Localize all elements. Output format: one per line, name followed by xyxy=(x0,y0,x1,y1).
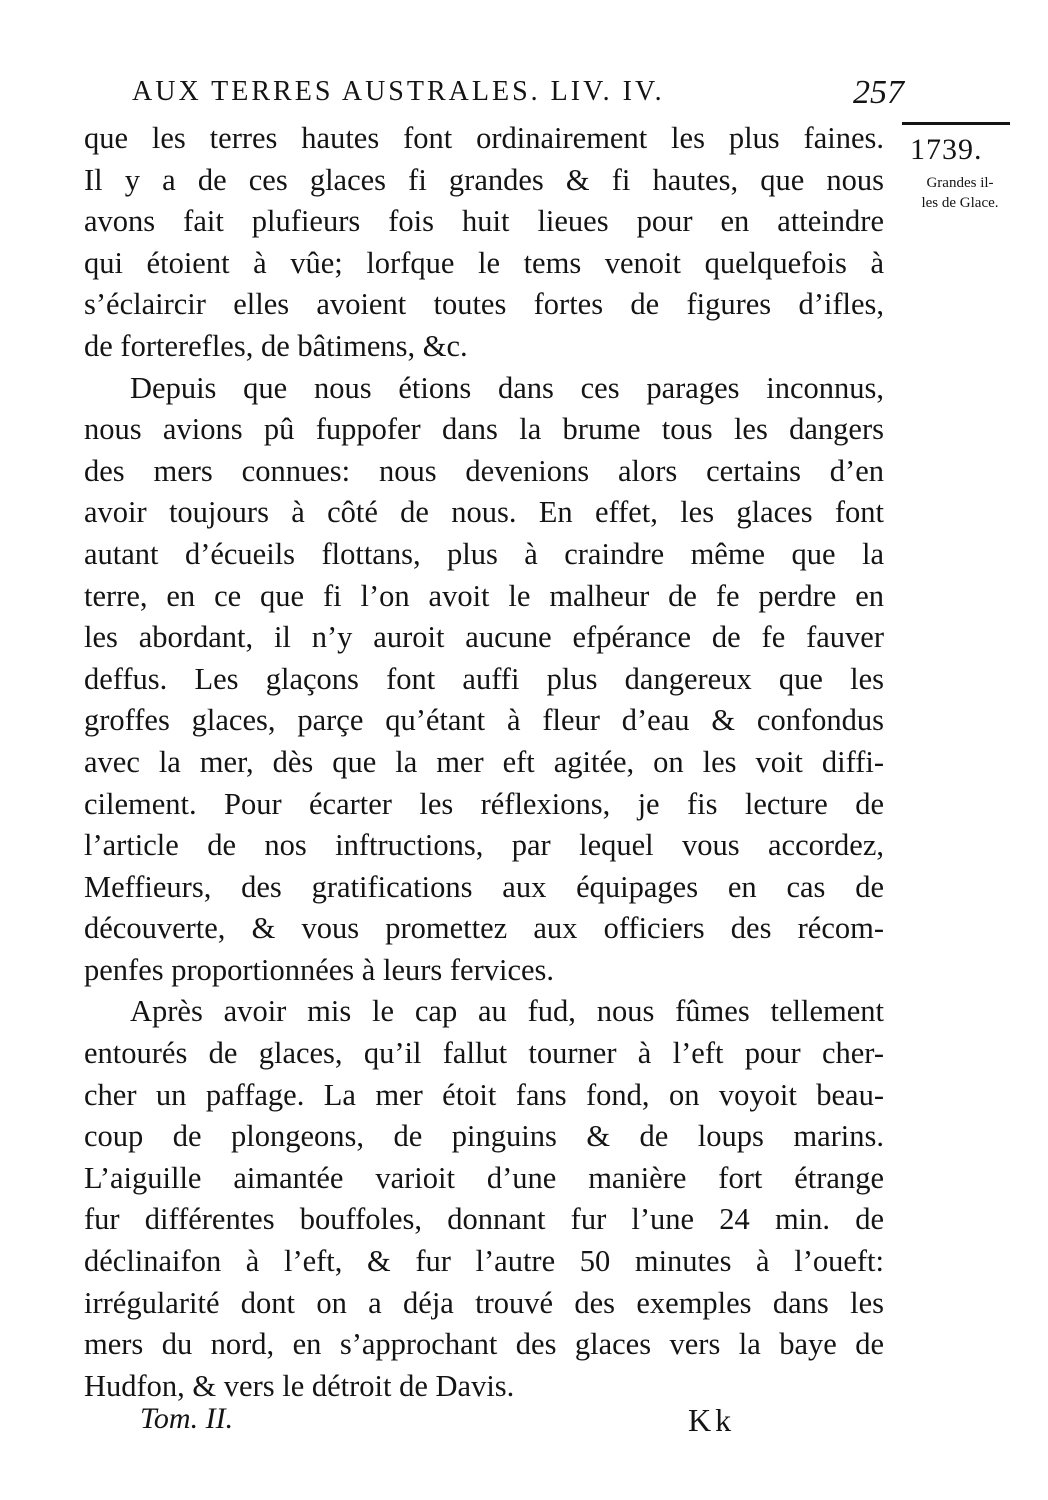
text-line: avoir toujours à côté de nous. En effet, les glaces font xyxy=(84,495,884,530)
paragraph xyxy=(84,368,884,992)
paragraph xyxy=(84,991,884,1407)
margin-note xyxy=(900,122,1020,213)
text-line: cilement. Pour écarter les réflexions, je fis lecture de xyxy=(84,786,884,821)
text-line: irrégularité dont on a déja trouvé des exemples dans les xyxy=(84,1285,884,1320)
text-line: groffes glaces, parçe qu’étant à fleur d’eau & confondus xyxy=(84,703,884,738)
text-line: l’article de nos inftructions, par lequel vous accordez, xyxy=(84,828,884,863)
text-line: que les terres hautes font ordinairement les plus faines. xyxy=(84,121,884,155)
text-line: les abordant, il n’y auroit aucune efpérance de fe fauver xyxy=(84,620,884,655)
signature-mark: Kk xyxy=(688,1402,736,1438)
text-line: coup de plongeons, de pinguins & de loups marins. xyxy=(84,1119,884,1154)
margin-label-line: les de Glace. xyxy=(921,195,999,211)
text-line: qui étoient à vûe; lorfque le tems venoit quelquefois à xyxy=(84,245,884,280)
text-line: fur différentes bouffoles, donnant fur l’une 24 min. de xyxy=(84,1202,884,1237)
text-line: mers du nord, en s’approchant des glaces vers la baye de xyxy=(84,1327,884,1362)
text-line: des mers connues: nous devenions alors certains d’en xyxy=(84,453,884,488)
text-line: Depuis que nous étions dans ces parages inconnus, xyxy=(130,370,884,405)
margin-label xyxy=(904,173,1016,213)
text-line: Après avoir mis le cap au fud, nous fûmes tellement xyxy=(130,994,884,1029)
tome-label: Tom. II. xyxy=(140,1402,234,1435)
text-line: cher un paffage. La mer étoit fans fond, on voyoit beau- xyxy=(84,1077,884,1112)
text-line: terre, en ce que fi l’on avoit le malheur de fe perdre en xyxy=(84,578,884,613)
text-line: découverte, & vous promettez aux officiers des récom- xyxy=(84,911,884,946)
body-text xyxy=(84,118,884,1407)
text-line: avec la mer, dès que la mer eft agitée, on les voit diffi- xyxy=(84,744,884,779)
text-line: deffus. Les glaçons font auffi plus dangereux que les xyxy=(84,661,884,696)
page-footer xyxy=(140,1402,760,1446)
text-line: avons fait plufieurs fois huit lieues pour en atteindre xyxy=(84,204,884,239)
text-line: Il y a de ces glaces fi grandes & fi hautes, que nous xyxy=(84,162,884,197)
running-head: AUX TERRES AUSTRALES. LIV. IV. xyxy=(132,76,665,107)
text-line: de forterefles, de bâtimens, &c. xyxy=(84,328,468,363)
text-line: autant d’écueils flottans, plus à craindre même que la xyxy=(84,536,884,571)
text-line: s’éclaircir elles avoient toutes fortes de figures d’ifles, xyxy=(84,287,884,322)
page-number: 257 xyxy=(853,74,904,111)
text-line: déclinaifon à l’eft, & fur l’autre 50 minutes à l’oueft: xyxy=(84,1244,884,1279)
margin-label-line: Grandes il- xyxy=(926,175,994,191)
text-line: L’aiguille aimantée varioit d’une manière fort étrange xyxy=(84,1160,884,1195)
margin-year: 1739. xyxy=(910,133,983,166)
text-line: entourés de glaces, qu’il fallut tourner à l’eft pour cher- xyxy=(84,1036,884,1071)
page-header xyxy=(132,70,904,114)
text-line: penfes proportionnées à leurs fervices. xyxy=(84,952,555,987)
margin-rule xyxy=(902,122,1010,125)
text-line: Meffieurs, des gratifications aux équipages en cas de xyxy=(84,869,884,904)
paragraph xyxy=(84,118,884,368)
text-line: Hudfon, & vers le détroit de Davis. xyxy=(84,1368,515,1403)
text-line: nous avions pû fuppofer dans la brume tous les dangers xyxy=(84,412,884,447)
